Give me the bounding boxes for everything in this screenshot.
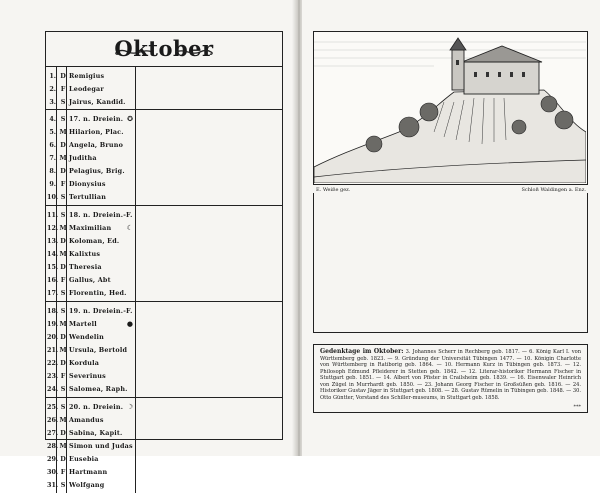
- moon-phase-icon: ●: [126, 320, 133, 328]
- weekday-letter: S: [60, 481, 66, 489]
- saint-name: Pelagius, Brig.: [69, 167, 125, 175]
- castle-illustration: [313, 31, 588, 185]
- weekday-letter: D: [60, 263, 66, 271]
- weekday-letter: D: [60, 359, 66, 367]
- calendar-day-row: [46, 305, 135, 318]
- day-number: 17.: [47, 289, 59, 297]
- day-number: 9.: [49, 180, 56, 188]
- day-number: 27.: [47, 429, 59, 437]
- calendar-day-row: [46, 248, 135, 261]
- day-number: 25.: [47, 403, 59, 411]
- day-number: 24.: [47, 385, 59, 393]
- weekday-letter: F: [60, 468, 66, 476]
- month-title: Oktober: [114, 36, 214, 61]
- saint-name: Theresia: [69, 263, 102, 271]
- notes-column-divider: [135, 302, 136, 397]
- weekday-letter: D: [60, 167, 66, 175]
- calendar-day-row: [46, 70, 135, 83]
- saint-name: Severinus: [69, 372, 106, 380]
- day-number: 21.: [47, 346, 59, 354]
- weekday-letter: M: [59, 442, 67, 450]
- saint-name: Juditha: [69, 154, 97, 162]
- saint-name: 17. n. Dreiein.: [69, 115, 124, 123]
- weekday-letter: D: [60, 333, 66, 341]
- day-number: 19.: [47, 320, 59, 328]
- left-page: [0, 0, 296, 489]
- saint-name: Wolfgang: [69, 481, 105, 489]
- day-number: 1.: [49, 72, 56, 80]
- calendar-week: [46, 109, 282, 205]
- castle-drawing-icon: [314, 32, 586, 183]
- day-number: 14.: [47, 250, 59, 258]
- calendar-day-row: [46, 222, 135, 235]
- notes-column-divider: [135, 398, 136, 493]
- calendar-day-row: [46, 401, 135, 414]
- day-number: 13.: [47, 237, 59, 245]
- saint-name: Salomea, Raph.: [69, 385, 128, 393]
- weekday-letter: D: [60, 72, 66, 80]
- day-number: 15.: [47, 263, 59, 271]
- calendar-day-row: [46, 357, 135, 370]
- saint-name: Gallus, Abt: [69, 276, 111, 284]
- saint-name: Amandus: [69, 416, 104, 424]
- weekday-letter: D: [60, 237, 66, 245]
- saint-name: Remigius: [69, 72, 105, 80]
- calendar-day-row: [46, 344, 135, 357]
- saint-name: Eusebia: [69, 455, 99, 463]
- gedenktage-box: [313, 344, 588, 413]
- calendar-day-row: [46, 383, 135, 396]
- weekday-letter: M: [59, 416, 67, 424]
- saint-name: Koloman, Ed.: [69, 237, 120, 245]
- day-number: 12.: [47, 224, 59, 232]
- weekday-letter: F: [60, 276, 66, 284]
- weekday-letter: S: [60, 98, 66, 106]
- day-number: 7.: [49, 154, 56, 162]
- weekday-letter: S: [60, 115, 66, 123]
- day-number: 3.: [49, 98, 56, 106]
- day-number: 31.: [47, 481, 59, 489]
- saint-name: Angela, Bruno: [69, 141, 124, 149]
- gedenktage-heading: Gedenktage im Oktober:: [320, 348, 404, 355]
- calendar-day-row: [46, 235, 135, 248]
- day-number: 16.: [47, 276, 59, 284]
- calendar-week: [46, 397, 282, 493]
- weekday-letter: D: [60, 141, 66, 149]
- calendar-day-row: [46, 261, 135, 274]
- day-number: 4.: [49, 115, 56, 123]
- calendar-week: [46, 301, 282, 397]
- calendar-week: [46, 66, 282, 109]
- calendar-day-row: [46, 318, 135, 331]
- weekday-letter: S: [60, 307, 66, 315]
- calendar-day-row: [46, 96, 135, 109]
- moon-phase-icon: ✪: [127, 115, 133, 123]
- saint-name: Dionysius: [69, 180, 106, 188]
- weekday-letter: M: [59, 346, 67, 354]
- calendar-day-row: [46, 466, 135, 479]
- day-number: 5.: [49, 128, 56, 136]
- day-number: 11.: [47, 211, 59, 219]
- weekday-letter: D: [60, 429, 66, 437]
- calendar-day-row: [46, 370, 135, 383]
- day-number: 6.: [49, 141, 56, 149]
- calendar-day-row: [46, 152, 135, 165]
- moon-phase-icon: ☾: [126, 224, 133, 232]
- calendar-day-row: [46, 331, 135, 344]
- saint-name: Sabina, Kapit.: [69, 429, 123, 437]
- saint-name: Leodegar: [69, 85, 104, 93]
- day-number: 29.: [47, 455, 59, 463]
- saint-name: Kordula: [69, 359, 100, 367]
- day-number: 2.: [49, 85, 56, 93]
- saint-name: Hilarion, Plac.: [69, 128, 124, 136]
- weekday-letter: F: [60, 180, 66, 188]
- notes-column-divider: [135, 206, 136, 301]
- calendar-day-row: [46, 191, 135, 204]
- saint-name: 20. n. Dreiein.: [69, 403, 124, 411]
- saint-name: Tertullian: [69, 193, 107, 201]
- saint-name: Florentin, Hed.: [69, 289, 127, 297]
- saint-name: Jairus, Kandid.: [69, 98, 126, 106]
- calendar-day-row: [46, 139, 135, 152]
- month-header: [46, 32, 282, 66]
- saint-name: 18. n. Dreiein.-F.: [69, 211, 133, 219]
- day-number: 22.: [47, 359, 59, 367]
- calendar-day-row: [46, 126, 135, 139]
- saint-name: 19. n. Dreiein.-F.: [69, 307, 133, 315]
- calendar-day-row: [46, 479, 135, 492]
- day-number: 30.: [47, 468, 59, 476]
- calendar-table: [45, 31, 283, 489]
- calendar-day-row: [46, 165, 135, 178]
- calendar-day-row: [46, 83, 135, 96]
- weekday-letter: F: [60, 372, 66, 380]
- calendar-day-row: [46, 209, 135, 222]
- empty-frame: [313, 193, 588, 333]
- ornament-stars: ***: [573, 403, 581, 410]
- calendar-day-row: [46, 178, 135, 191]
- weekday-letter: M: [59, 320, 67, 328]
- calendar-day-row: [46, 414, 135, 427]
- weekday-letter: F: [60, 85, 66, 93]
- weekday-letter: S: [60, 211, 66, 219]
- saint-name: Maximilian: [69, 224, 112, 232]
- day-number: 18.: [47, 307, 59, 315]
- day-number: 10.: [47, 193, 59, 201]
- weekday-letter: M: [59, 128, 67, 136]
- weekday-letter: S: [60, 385, 66, 393]
- weekday-letter: S: [60, 289, 66, 297]
- calendar-day-row: [46, 427, 135, 440]
- weekday-letter: M: [59, 224, 67, 232]
- saint-name: Ursula, Bertold: [69, 346, 128, 354]
- day-number: 23.: [47, 372, 59, 380]
- weekday-letter: M: [59, 250, 67, 258]
- calendar-day-row: [46, 453, 135, 466]
- saint-name: Simon und Judas: [69, 442, 133, 450]
- calendar-day-row: [46, 113, 135, 126]
- calendar-day-row: [46, 287, 135, 300]
- day-number: 8.: [49, 167, 56, 175]
- day-number: 26.: [47, 416, 59, 424]
- illustration-credit: E. Weiße gez.: [316, 187, 351, 193]
- weekday-letter: D: [60, 455, 66, 463]
- weekday-letter: M: [59, 154, 67, 162]
- right-page: [302, 0, 600, 456]
- calendar-week: [46, 205, 282, 301]
- day-number: 28.: [47, 442, 59, 450]
- day-number: 20.: [47, 333, 59, 341]
- saint-name: Martell: [69, 320, 97, 328]
- illustration-caption: Schloß Waldingen a. Enz.: [521, 187, 586, 193]
- weekday-letter: S: [60, 403, 66, 411]
- saint-name: Wendelin: [69, 333, 105, 341]
- notes-column-divider: [135, 67, 136, 109]
- calendar-day-row: [46, 274, 135, 287]
- gedenktage-text: 3. Johannes Scherr in Rechberg geb. 1817. — 6. König Karl I. von Württemberg geb. 1823. — 9. Gründung der Universität Tübingen 1477. — 10. Königin Charlotte von Württemberg in Ratiborig geb. 1864. — 10. Hermann Kurz in Tübingen geb. 1873. — 12. Philosoph Edmund Pfleiderer in Stetten geb. 1842. — 12. Literar-historiker Hermann Fischer in Stuttgart geb. 1851. — 14. Albert von Pfister in Crailsheim geb. 1839. — 16. Eisenwaler Heinrich von Zügel in Murrhardt geb. 1850. — 23. Johann Georg Fischer in Großsüßen geb. 1816. — 24. Historiker Gustav Jäger in Stuttgart geb. 1808. — 28. Gustav Rümelin in Tübingen geb. 1848. — 30. Otto Güntter, Vorstand des Schiller-museums, in Stuttgart geb. 1858.: [320, 349, 582, 401]
- flourish-right-icon: [174, 47, 214, 57]
- saint-name: Hartmann: [69, 468, 108, 476]
- saint-name: Kalixtus: [69, 250, 101, 258]
- moon-phase-icon: ☽: [126, 403, 133, 411]
- weekday-letter: S: [60, 193, 66, 201]
- calendar-day-row: [46, 440, 135, 453]
- notes-column-divider: [135, 110, 136, 205]
